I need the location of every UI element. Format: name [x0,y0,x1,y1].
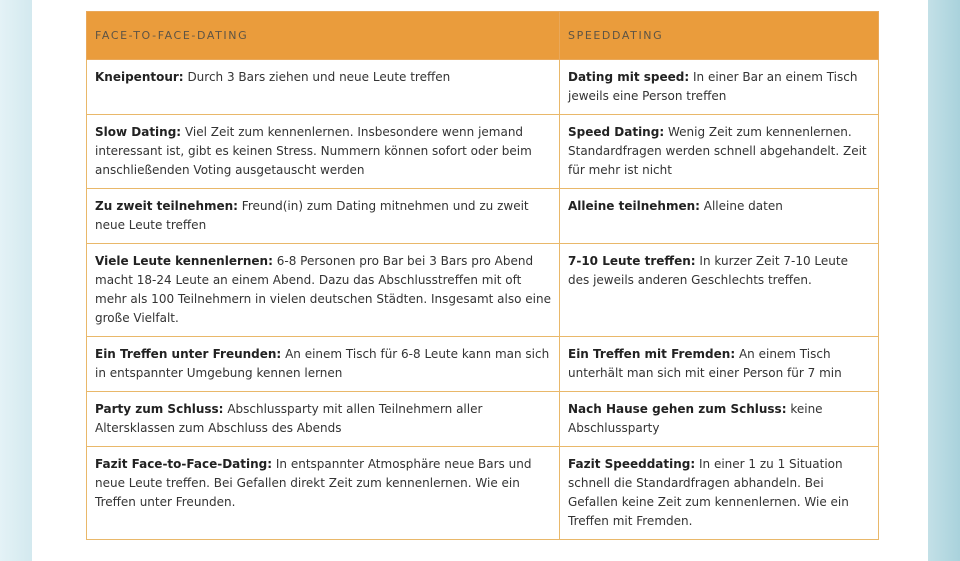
cell-text: keine Abschlussparty [568,402,823,435]
cell-face-to-face [87,244,560,337]
cell-label: Fazit Face-to-Face-Dating: [95,457,273,471]
table-row [87,60,879,115]
cell-label: Viele Leute kennenlernen: [95,254,273,268]
table-row [87,392,879,447]
cell-label: Fazit Speeddating: [568,457,696,471]
cell-text: Abschlussparty mit allen Teilnehmern aller Altersklassen zum Abschluss des Abends [95,402,483,435]
cell-speeddating [560,115,879,189]
cell-face-to-face [87,60,560,115]
cell-face-to-face [87,189,560,244]
cell-face-to-face [87,115,560,189]
cell-speeddating [560,189,879,244]
header-speeddating: SPEEDDATING [560,12,879,60]
cell-speeddating [560,392,879,447]
table-row [87,189,879,244]
cell-text: Viel Zeit zum kennenlernen. Insbesondere wenn jemand interessant ist, gibt es keinen Stress. Nummern können sofort oder beim anschließenden Voting ausgetauscht werden [95,125,532,177]
cell-text: Alleine daten [703,199,783,213]
cell-label: Alleine teilnehmen: [568,199,700,213]
cell-face-to-face [87,447,560,540]
cell-text: 6-8 Personen pro Bar bei 3 Bars pro Abend macht 18-24 Leute an einem Abend. Dazu das Abschlusstreffen mit oft mehr als 100 Teilnehmern in vielen deutschen Städten. Insgesamt also eine große Vielfalt. [95,254,551,325]
cell-label: Ein Treffen mit Fremden: [568,347,736,361]
cell-text: In einer 1 zu 1 Situation schnell die Standardfragen abhandeln. Bei Gefallen keine Zeit zum kennenlernen. Wie ein Treffen mit Fremden. [568,457,849,528]
cell-text: Durch 3 Bars ziehen und neue Leute treffen [187,70,451,84]
cell-speeddating [560,244,879,337]
cell-face-to-face [87,337,560,392]
cell-label: 7-10 Leute treffen: [568,254,696,268]
cell-text: In kurzer Zeit 7-10 Leute des jeweils anderen Geschlechts treffen. [568,254,848,287]
cell-text: An einem Tisch für 6-8 Leute kann man sich in entspannter Umgebung kennen lernen [95,347,550,380]
content-page [32,0,928,561]
table-row [87,115,879,189]
cell-speeddating [560,447,879,540]
cell-label: Party zum Schluss: [95,402,224,416]
cell-label: Ein Treffen unter Freunden: [95,347,282,361]
cell-label: Kneipentour: [95,70,184,84]
cell-label: Nach Hause gehen zum Schluss: [568,402,787,416]
cell-speeddating [560,337,879,392]
cell-text: An einem Tisch unterhält man sich mit einer Person für 7 min [568,347,842,380]
cell-text: Freund(in) zum Dating mitnehmen und zu zweit neue Leute treffen [95,199,529,232]
comparison-table [86,11,879,540]
cell-label: Speed Dating: [568,125,665,139]
cell-face-to-face [87,392,560,447]
cell-text: In einer Bar an einem Tisch jeweils eine Person treffen [568,70,858,103]
cell-text: In entspannter Atmosphäre neue Bars und neue Leute treffen. Bei Gefallen direkt Zeit zum kennenlernen. Wie ein Treffen unter Freunden. [95,457,532,509]
table-row [87,447,879,540]
table-header-row [87,12,879,60]
table-row [87,244,879,337]
cell-label: Dating mit speed: [568,70,690,84]
cell-label: Slow Dating: [95,125,182,139]
table-row [87,337,879,392]
header-face-to-face: FACE-TO-FACE-DATING [87,12,560,60]
cell-speeddating [560,60,879,115]
cell-text: Wenig Zeit zum kennenlernen. Standardfragen werden schnell abgehandelt. Zeit für mehr ist nicht [568,125,867,177]
cell-label: Zu zweit teilnehmen: [95,199,238,213]
